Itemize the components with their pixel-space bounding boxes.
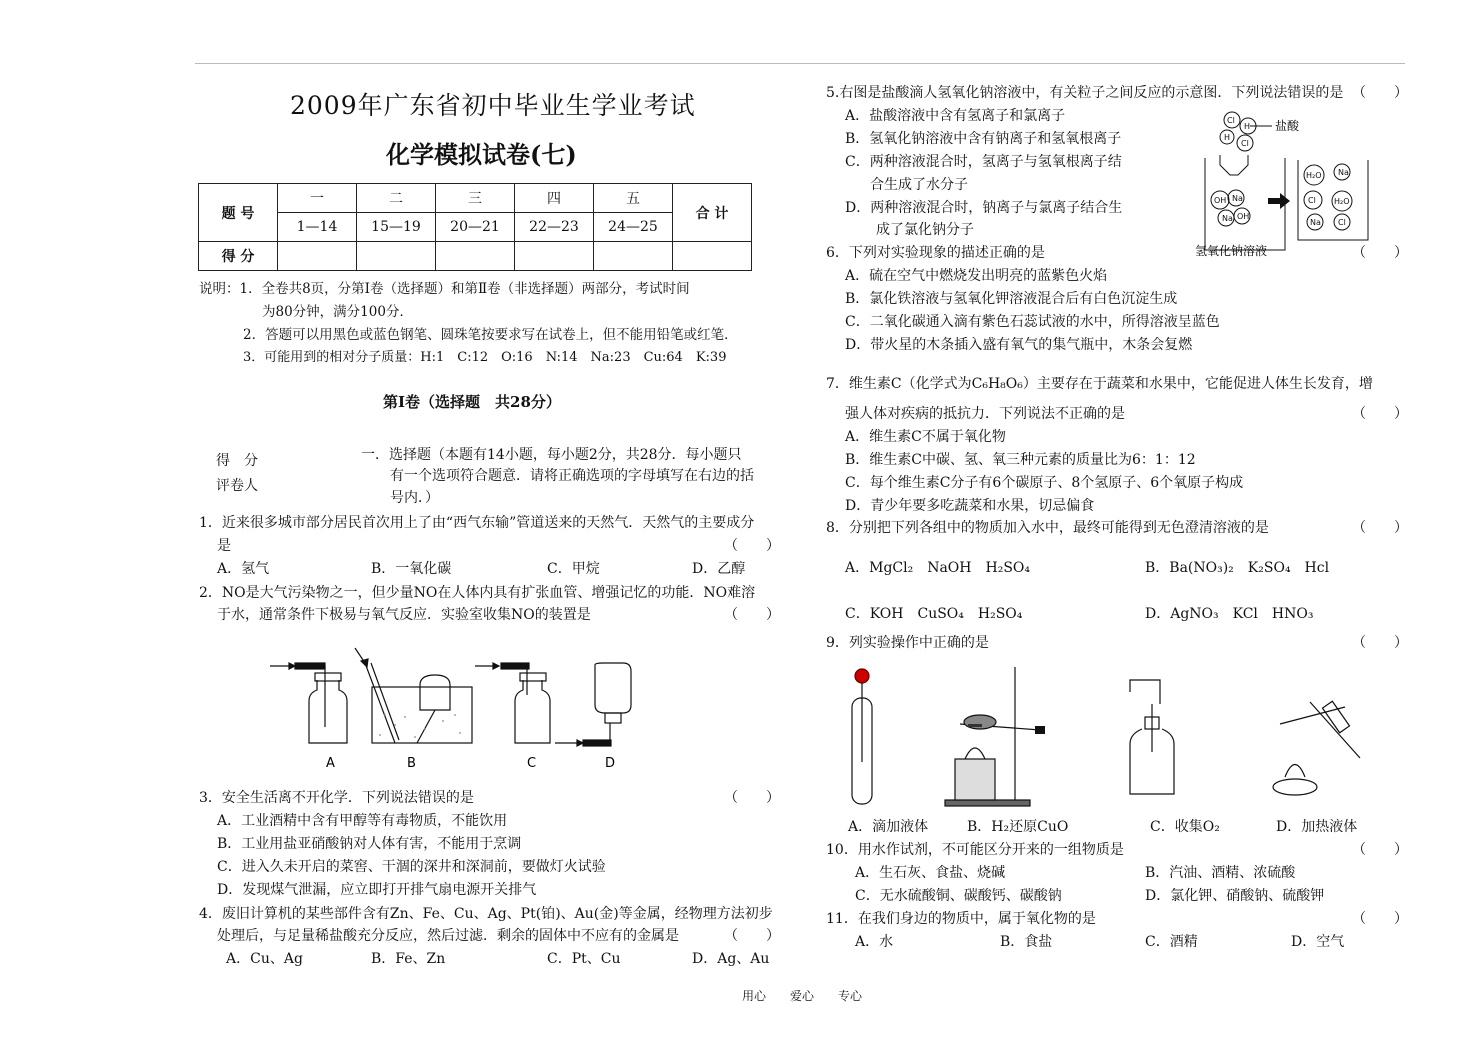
figure-label-b: B xyxy=(407,756,416,771)
page-footer: 用心 爱心 专心 xyxy=(742,989,863,1003)
figure-label-c: C xyxy=(527,756,537,771)
option-c: C．KOH CuSO₄ H₂SO₄ xyxy=(845,606,1023,622)
question-2: 2．NO是大气污染物之一，但少量NO在人体内具有扩张血管、增强记忆的功能．NO难溶 xyxy=(199,585,756,601)
option-c: C．甲烷 xyxy=(547,561,600,577)
svg-text:H₂O: H₂O xyxy=(1334,197,1350,206)
svg-text:Cl: Cl xyxy=(1338,218,1346,227)
score-cell[interactable] xyxy=(436,242,515,271)
apparatus-c xyxy=(475,663,550,743)
svg-text:H: H xyxy=(1224,133,1231,142)
option-d: D．乙醇 xyxy=(692,561,746,577)
answer-bracket[interactable]: （ ） xyxy=(724,928,780,944)
option-d: D．发现煤气泄漏，应立即打开排气扇电源开关排气 xyxy=(217,882,537,898)
row-label-topic: 题 号 xyxy=(199,184,278,242)
score-cell[interactable] xyxy=(278,242,357,271)
svg-text:Na: Na xyxy=(1338,168,1349,177)
option-a: A．氢气 xyxy=(217,561,270,577)
naoh-label: 氢氧化钠溶液 xyxy=(1195,244,1268,258)
score-cell[interactable] xyxy=(515,242,594,271)
score-cell[interactable] xyxy=(594,242,673,271)
section-1: 一 xyxy=(278,184,357,213)
note-line: 说明：1．全卷共8页，分第Ⅰ卷（选择题）和第Ⅱ卷（非选择题）两部分，考试时间 xyxy=(199,281,690,297)
answer-bracket[interactable]: （ ） xyxy=(724,538,780,554)
note-line: 3．可能用到的相对分子质量：H:1 C:12 O:16 N:14 Na:23 Cu:64 K:39 xyxy=(243,350,727,365)
option-a: A．硫在空气中燃烧发出明亮的蓝紫色火焰 xyxy=(845,268,1108,284)
score-cell[interactable] xyxy=(357,242,436,271)
option-b: B．氯化铁溶液与氢氧化钾溶液混合后有白色沉淀生成 xyxy=(845,291,1178,307)
option-b: B．H₂还原CuO xyxy=(967,819,1069,835)
answer-bracket[interactable]: （ ） xyxy=(1352,520,1408,536)
svg-text:Na: Na xyxy=(1310,218,1321,227)
note-line: 2．答题可以用黑色或蓝色钢笔、圆珠笔按要求写在试卷上，但不能用铅笔或红笔． xyxy=(243,327,738,343)
exam-subtitle: 化学模拟试卷(七) xyxy=(386,140,577,169)
option-d: D．加热液体 xyxy=(1276,819,1358,835)
apparatus-a xyxy=(270,663,347,743)
option-b: B．工业用盐亚硝酸钠对人体有害，不能用于烹调 xyxy=(217,836,522,852)
section-4: 四 xyxy=(515,184,594,213)
option-b: B．食盐 xyxy=(1000,934,1053,950)
note-line: 为80分钟，满分100分． xyxy=(262,304,413,320)
reaction-figure xyxy=(1190,100,1390,265)
option-d: D．青少年要多吃蔬菜和水果，切忌偏食 xyxy=(845,498,1095,514)
option-b: B．汽油、酒精、浓硫酸 xyxy=(1145,865,1296,881)
gas-collection-figure xyxy=(265,645,645,775)
svg-text:H₂O: H₂O xyxy=(1306,171,1322,180)
option-d: D．氯化钾、硝酸钠、硫酸钾 xyxy=(1145,888,1325,904)
lab-operations-figure xyxy=(840,662,1380,812)
option-b: B．Fe、Zn xyxy=(371,951,446,967)
svg-text:H: H xyxy=(1244,122,1251,131)
svg-text:Cl: Cl xyxy=(1227,116,1235,125)
svg-text:OH: OH xyxy=(1237,212,1250,221)
option-a: A．工业酒精中含有甲醇等有毒物质，不能饮用 xyxy=(217,813,508,829)
option-a: A．MgCl₂ NaOH H₂SO₄ xyxy=(845,560,1030,576)
section-title: 第Ⅰ卷（选择题 共28分） xyxy=(383,393,561,411)
option-c: C．两种溶液混合时，氢离子与氢氧根离子结 xyxy=(845,154,1122,170)
option-a: A．生石灰、食盐、烧碱 xyxy=(855,865,1006,881)
top-rule xyxy=(195,63,1405,64)
answer-bracket[interactable]: （ ） xyxy=(1352,245,1408,261)
range-5: 24—25 xyxy=(594,213,673,242)
question-9: 9．列实验操作中正确的是 xyxy=(826,635,989,651)
option-c: C．二氧化碳通入滴有紫色石蕊试液的水中，所得溶液呈蓝色 xyxy=(845,314,1220,330)
question-5: 5.右图是盐酸滴人氢氧化钠溶液中，有关粒子之间反应的示意图．下列说法错误的是 xyxy=(826,85,1344,101)
svg-text:Cl: Cl xyxy=(1308,196,1316,205)
question-3: 3．安全生活离不开化学．下列说法错误的是 xyxy=(199,790,474,806)
option-b: B．氢氧化钠溶液中含有钠离子和氢氧根离子 xyxy=(845,131,1122,147)
option-a: A．维生素C不属于氧化物 xyxy=(845,429,1006,445)
instruction-line: 有一个选项符合题意．请将正确选项的字母填写在右边的括 xyxy=(390,468,754,484)
option-c: C．每个维生素C分子有6个碳原子、8个氢原子、6个氧原子构成 xyxy=(845,475,1244,491)
question-8: 8．分别把下列各组中的物质加入水中，最终可能得到无色澄清溶液的是 xyxy=(826,520,1269,536)
svg-text:OH: OH xyxy=(1214,196,1227,205)
option-a: A．Cu、Ag xyxy=(226,951,303,967)
option-a: A．水 xyxy=(855,934,894,950)
range-4: 22—23 xyxy=(515,213,594,242)
total-label: 合 计 xyxy=(673,184,752,242)
question-4: 4．废旧计算机的某些部件含有Zn、Fe、Cu、Ag、Pt(铂)、Au(金)等金属，经物理方法初步 xyxy=(199,906,773,922)
option-d-cont: 成了氯化钠分子 xyxy=(876,222,974,238)
answer-bracket[interactable]: （ ） xyxy=(724,607,780,623)
option-c: C．收集O₂ xyxy=(1150,819,1220,835)
section-2: 二 xyxy=(357,184,436,213)
exam-title: 2009年广东省初中毕业生学业考试 xyxy=(290,91,696,120)
score-table xyxy=(198,183,752,271)
option-a: A．盐酸溶液中含有氢离子和氯离子 xyxy=(845,108,1066,124)
option-c: C．无水硫酸铜、碳酸钙、碳酸钠 xyxy=(855,888,1062,904)
option-b: B．维生素C中碳、氢、氧三种元素的质量比为6：1：12 xyxy=(845,452,1196,468)
apparatus-b xyxy=(355,648,472,743)
question-6: 6．下列对实验现象的描述正确的是 xyxy=(826,245,1045,261)
option-d: D．AgNO₃ KCl HNO₃ xyxy=(1145,606,1314,622)
question-7-cont: 强人体对疾病的抵抗力．下列说法不正确的是 xyxy=(845,406,1125,422)
option-d: D．带火星的木条插入盛有氧气的集气瓶中，木条会复燃 xyxy=(845,337,1193,353)
option-c-cont: 合生成了水分子 xyxy=(870,177,968,193)
grader-label: 评卷人 xyxy=(216,478,258,494)
option-c: C．Pt、Cu xyxy=(547,951,621,967)
question-11: 11．在我们身边的物质中，属于氧化物的是 xyxy=(826,911,1096,927)
answer-bracket[interactable]: （ ） xyxy=(1352,406,1408,422)
question-7: 7．维生素C（化学式为C₆H₈O₆）主要存在于蔬菜和水果中，它能促进人体生长发育，增 xyxy=(826,376,1373,392)
question-1: 1．近来很多城市部分居民首次用上了由“西气东输”管道送来的天然气．天然气的主要成分 xyxy=(199,515,755,531)
svg-text:Na: Na xyxy=(1232,194,1243,203)
apparatus-d xyxy=(555,663,631,746)
option-a: A．滴加液体 xyxy=(848,819,929,835)
row-label-score: 得 分 xyxy=(199,242,278,271)
range-3: 20—21 xyxy=(436,213,515,242)
option-d: D．空气 xyxy=(1291,934,1345,950)
option-b: B．一氧化碳 xyxy=(371,561,452,577)
answer-bracket[interactable]: （ ） xyxy=(1352,842,1408,858)
figure-label-a: A xyxy=(326,756,335,771)
option-c: C．酒精 xyxy=(1145,934,1198,950)
question-2-cont: 于水，通常条件下极易与氧气反应．实验室收集NO的装置是 xyxy=(217,607,591,623)
option-d: D．两种溶液混合时，钠离子与氯离子结合生 xyxy=(845,200,1123,216)
question-1-cont: 是 xyxy=(217,538,231,554)
answer-bracket[interactable]: （ ） xyxy=(1352,911,1408,927)
question-10: 10．用水作试剂，不可能区分开来的一组物质是 xyxy=(826,842,1124,858)
figure-label-d: D xyxy=(605,756,616,771)
answer-bracket[interactable]: （ ） xyxy=(724,790,780,806)
svg-text:Cl: Cl xyxy=(1241,139,1249,148)
range-2: 15—19 xyxy=(357,213,436,242)
range-1: 1—14 xyxy=(278,213,357,242)
svg-text:Na: Na xyxy=(1222,214,1233,223)
option-c: C．进入久未开启的菜窖、干涸的深井和深洞前，要做灯火试验 xyxy=(217,859,606,875)
hcl-label: 盐酸 xyxy=(1275,119,1300,133)
question-4-cont: 处理后，与足量稀盐酸充分反应，然后过滤．剩余的固体中不应有的金属是 xyxy=(217,928,679,944)
section-3: 三 xyxy=(436,184,515,213)
section-5: 五 xyxy=(594,184,673,213)
option-d: D．Ag、Au xyxy=(692,951,770,967)
answer-bracket[interactable]: （ ） xyxy=(1352,85,1408,101)
score-label: 得 分 xyxy=(216,453,258,469)
instruction-line: 号内．） xyxy=(390,490,439,506)
instruction-line: 一．选择题（本题有14小题，每小题2分，共28分．每小题只 xyxy=(361,447,742,463)
option-b: B．Ba(NO₃)₂ K₂SO₄ Hcl xyxy=(1145,560,1330,576)
answer-bracket[interactable]: （ ） xyxy=(1352,635,1408,651)
score-cell[interactable] xyxy=(673,242,752,271)
